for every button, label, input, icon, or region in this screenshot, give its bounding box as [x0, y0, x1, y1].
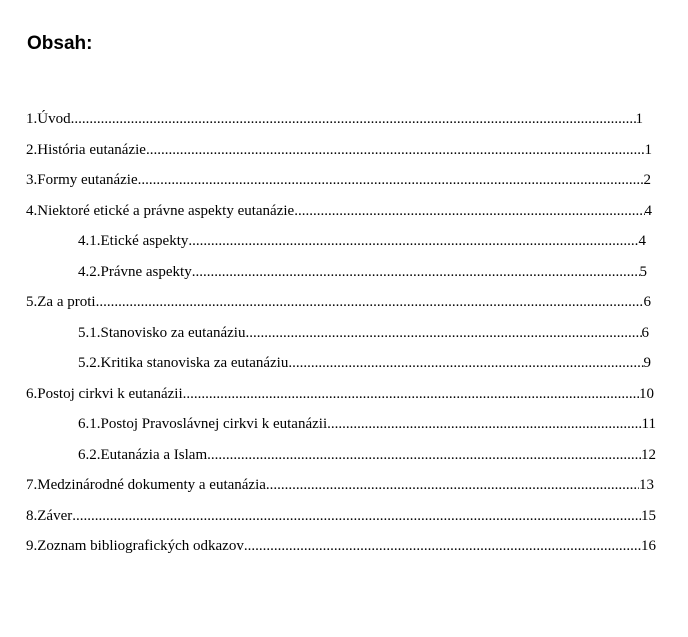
toc-entry-label: 3.Formy eutanázie [26, 172, 138, 188]
toc-page-number: 5 [639, 263, 647, 280]
toc-page-number: 4 [638, 233, 646, 249]
toc-entry-label: 6.2.Eutanázia a Islam [78, 446, 208, 463]
toc-dot-leader [327, 414, 641, 434]
toc-entry [0, 445, 656, 476]
toc-dot-leader [183, 384, 639, 404]
toc-entry [0, 140, 652, 171]
toc-entry [0, 292, 651, 323]
toc-entry-label: 8.Záver [26, 507, 73, 524]
toc-page-number: 12 [641, 446, 656, 463]
toc-dot-leader [146, 140, 645, 160]
table-of-contents [0, 109, 688, 567]
toc-page-number: 11 [641, 416, 656, 432]
toc-entry [0, 170, 651, 201]
toc-entry [0, 201, 652, 232]
toc-entry [0, 536, 656, 567]
toc-dot-leader [288, 353, 643, 373]
toc-entry-label: 5.2.Kritika stanoviska za eutanáziu [78, 355, 289, 371]
toc-entry-label: 4.2.Právne aspekty [78, 263, 192, 280]
toc-page-number: 9 [643, 355, 651, 371]
toc-page-number: 15 [641, 507, 656, 524]
toc-entry [0, 323, 649, 354]
toc-page-number: 1 [644, 141, 652, 158]
toc-dot-leader [244, 536, 641, 556]
toc-page-number: 2 [643, 172, 651, 188]
toc-dot-leader [207, 445, 641, 465]
toc-entry [0, 475, 654, 506]
toc-page-number: 10 [639, 385, 654, 402]
toc-entry-label: 7.Medzinárodné dokumenty a eutanázia [26, 477, 266, 493]
toc-dot-leader [192, 262, 640, 282]
toc-dot-leader [266, 475, 639, 495]
toc-entry-label: 5.1.Stanovisko za eutanáziu [78, 324, 246, 341]
toc-dot-leader [138, 170, 644, 190]
toc-entry [0, 353, 651, 384]
toc-entry [0, 262, 647, 293]
toc-entry-label: 6.1.Postoj Pravoslávnej cirkvi k eutanázii [78, 416, 328, 432]
toc-dot-leader [96, 292, 644, 312]
toc-dot-leader [72, 506, 641, 526]
toc-title: Obsah: [27, 33, 93, 54]
toc-page-number: 13 [639, 477, 654, 493]
toc-page-number: 6 [641, 324, 649, 341]
toc-entry-label: 9.Zoznam bibliografických odkazov [26, 538, 244, 554]
toc-dot-leader [245, 323, 641, 343]
toc-entry-label: 2.História eutanázie [26, 141, 146, 158]
toc-entry [0, 109, 643, 140]
toc-entry [0, 231, 646, 262]
toc-entry-label: 4.Niektoré etické a právne aspekty eutanázie [26, 202, 295, 219]
toc-entry [0, 506, 656, 537]
toc-page-number: 1 [635, 111, 643, 127]
toc-entry-label: 4.1.Etické aspekty [78, 233, 189, 249]
toc-dot-leader [188, 231, 638, 251]
toc-entry [0, 384, 654, 415]
toc-dot-leader [71, 109, 636, 129]
toc-dot-leader [294, 201, 644, 221]
toc-entry-label: 5.Za a proti [26, 294, 96, 310]
toc-page-number: 4 [644, 202, 652, 219]
toc-page-number: 6 [643, 294, 651, 310]
toc-entry [0, 414, 656, 445]
toc-entry-label: 1.Úvod [26, 111, 71, 127]
toc-page-number: 16 [641, 538, 656, 554]
toc-entry-label: 6.Postoj cirkvi k eutanázii [26, 385, 183, 402]
